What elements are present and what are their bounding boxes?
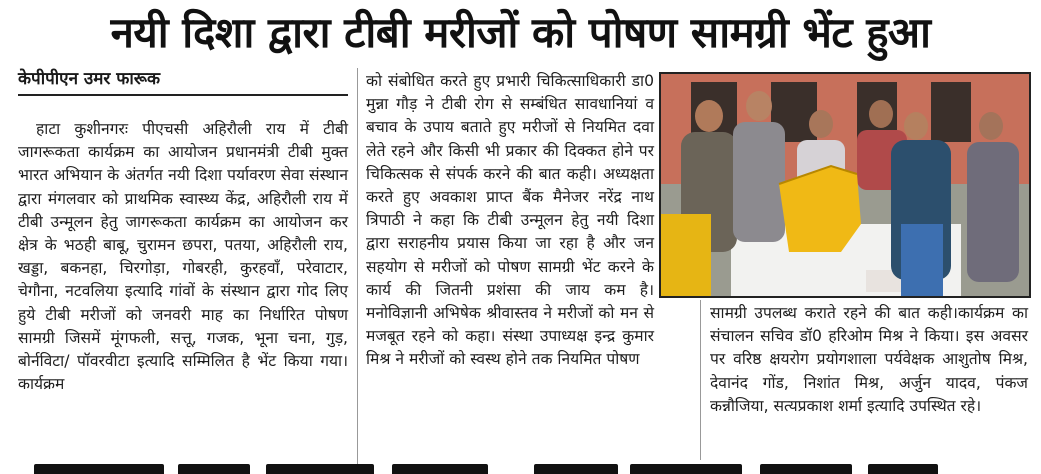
article-column-3 <box>710 302 1028 418</box>
article-column-1 <box>18 118 348 396</box>
column-2-text: को संबोधित करते हुए प्रभारी चिकित्साधिकारी डा0 मुन्ना गौड़ ने टीबी रोग से सम्बंधित सावधानियां व बचाव के उपाय बताते हुए मरीजों से नियमित दवा लेते रहने और किसी भी प्रकार की दिक्कत होने पर चिकित्सक से संपर्क करने की बात कही। अध्यक्षता करते हुए अवकाश प्राप्त बैंक मैनेजर नरेंद्र नाथ त्रिपाठी ने कहा कि टीबी उन्मूलन हेतु नयी दिशा द्वारा सराहनीय प्रयास किया जा रहा है और जन सहयोग से मरीजों को पोषण सामग्री भेंट करने के कार्य की जितनी प्रशंसा की जाय कम है। मनोविज्ञानी अभिषेक श्रीवास्तव ने मरीजों को मन से मजबूत रहने को कहा। संस्था उपाध्यक्ष इन्द्र कुमार मिश्र ने मरीजों को स्वस्थ होने तक नियमित पोषण <box>366 72 654 369</box>
column-3-text: सामग्री उपलब्ध कराते रहने की बात कही।कार्यक्रम का संचालन सचिव डॉ0 हरिओम मिश्र ने किया। इस अवसर पर वरिष्ठ क्षयरोग प्रयोगशाला पर्यवेक्षक आशुतोष मिश्र, देवानंद गोंड, निशांत मिश्र, अर्जुन यादव, पंकज कन्नौजिया, सत्यप्रकाश शर्मा इत्यादि उपस्थित रहे। <box>710 304 1028 415</box>
column-divider <box>357 68 358 468</box>
column-1-text: हाटा कुशीनगरः पीएचसी अहिरौली राय में टीबी जागरूकता कार्यक्रम का आयोजन प्रधानमंत्री टीबी मुक्त भारत अभियान के अंतर्गत नयी दिशा पर्यावरण सेवा संस्थान द्वारा मंगलवार को प्राथमिक स्वास्थ्य केंद्र, अहिरौली राय में टीबी उन्मूलन हेतु जागरूकता कार्यक्रम का आयोजन कर क्षेत्र के भठही बाबू, चुरामन छपरा, पतया, अहिरौली राय, खड्डा, बकनहा, चिरगोड़ा, गोबरही, कुरहवाँ, परेवाटार, चेगौना, नटवलिया इत्यादि गांवों के संस्थान द्वारा गोद लिए हुये टीबी मरीजों को जनवरी माह का निर्धारित पोषण सामग्री जिसमें मूंगफली, सत्तू, गजक, भूना चना, गुड़, बोर्नविटा/ पॉवरवीटा इत्यादि सम्मिलित है भेंट किया गया।कार्यक्रम <box>18 120 348 394</box>
article-column-2 <box>366 70 654 372</box>
next-headline-fragment <box>0 462 1041 474</box>
photo-illustration <box>661 74 1029 296</box>
byline: केपीपीएन उमर फारूक <box>18 66 348 96</box>
headline: नयी दिशा द्वारा टीबी मरीजों को पोषण सामग्री भेंट हुआ <box>110 8 931 57</box>
news-photo <box>659 72 1031 298</box>
column-divider <box>700 300 701 460</box>
